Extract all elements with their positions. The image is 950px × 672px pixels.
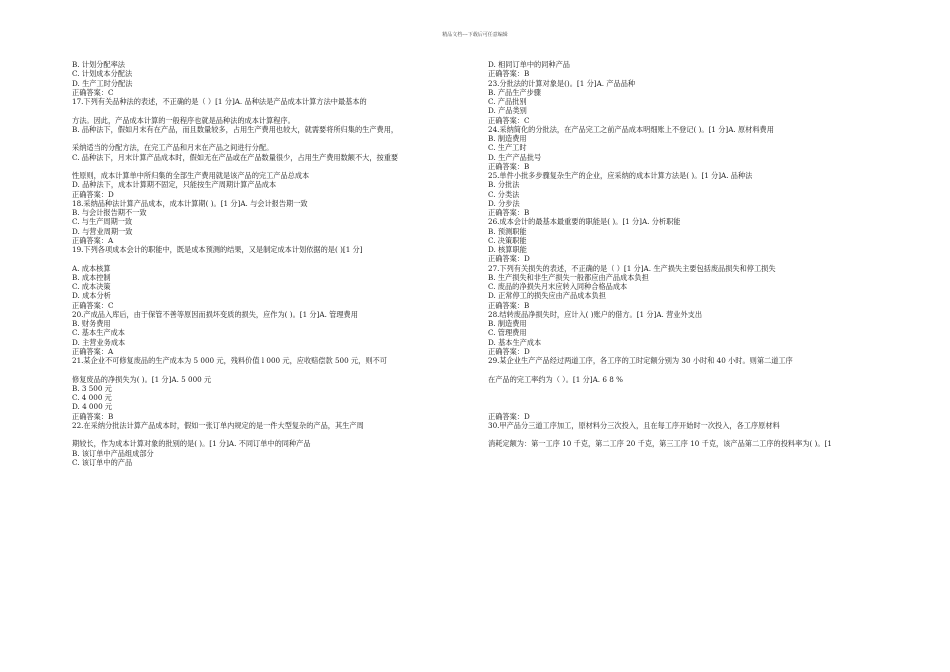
text-line: 正确答案：C bbox=[488, 115, 530, 125]
text-line bbox=[72, 365, 472, 374]
text-line: 19.下列各项成本会计的职能中，既是成本预测的结果，又是制定成本计划依据的是( )[1 分] bbox=[72, 245, 363, 254]
text-line: 正确答案：C bbox=[72, 87, 114, 97]
text-line: D. 正常停工的损失应由产品成本负担 bbox=[488, 291, 606, 301]
text-line: 采纳适当的分配方法，在完工产品和月末在产品之间进行分配。 bbox=[72, 143, 274, 153]
text-line: C. 管理费用 bbox=[488, 328, 527, 338]
text-line: 23.分批法的计算对象是()。[1 分]A. 产品品种 bbox=[488, 78, 636, 88]
text-line: D. 品种法下，成本计算期不固定，只能按生产周期计算产品成本 bbox=[72, 180, 277, 190]
text-line: B. 分批法 bbox=[488, 180, 520, 190]
text-line: D. 与营业周期一致 bbox=[72, 226, 133, 236]
text-line: 18.采纳品种法计算产品成本，成本计算期( )。[1 分]A. 与会计报告期一致 bbox=[72, 198, 308, 208]
text-line: B. 制造费用 bbox=[488, 134, 527, 143]
text-line: 性原则，成本计算单中所归集的全部生产费用就是该产品的完工产品总成本 bbox=[72, 171, 310, 180]
text-line bbox=[72, 430, 472, 439]
text-line: 17.下列有关品种法的表述，不正确的是（ ）[1 分]A. 品种法是产品成本计算方法中最基本的 bbox=[72, 97, 367, 106]
text-line: D. 生产工时分配法 bbox=[72, 78, 133, 88]
text-line: 正确答案：B bbox=[488, 161, 530, 171]
text-line: 22.在采纳分批法计算产品成本时，假如一张订单内规定的是一件大型复杂的产品，其生产周 bbox=[72, 420, 364, 430]
text-line: B. 财务费用 bbox=[72, 319, 111, 328]
text-line: 正确答案：B bbox=[488, 208, 530, 217]
text-line: D. 核算职能 bbox=[488, 245, 527, 254]
text-line bbox=[72, 106, 472, 115]
text-line: C. 产品批别 bbox=[488, 97, 527, 106]
text-line: B. 计划分配率法 bbox=[72, 60, 125, 69]
text-line: D. 主营业务成本 bbox=[72, 337, 126, 347]
text-line: A. 成本核算 bbox=[72, 263, 111, 273]
text-line: 29.某企业生产产品经过两道工序，各工序的工时定额分别为 30 小时和 40 小时。则第二道工序 bbox=[488, 356, 793, 365]
text-line: 20.产成品入库后，由于保管不善等原因而损坏变质的损失，应作为( )。[1 分]A. 管理费用 bbox=[72, 309, 358, 319]
right-column bbox=[488, 60, 888, 449]
text-line: C. 分类法 bbox=[488, 189, 520, 199]
left-column bbox=[72, 60, 472, 467]
text-line: 正确答案：A bbox=[72, 235, 114, 245]
text-line: C. 4 000 元 bbox=[72, 393, 112, 402]
text-line: 正确答案：B bbox=[488, 300, 530, 310]
page-header: 精品文档---下载后可任意编辑 bbox=[442, 32, 508, 38]
text-line: 30.甲产品分三道工序加工，原材料分三次投入，且在每工序开始时一次投入，各工序原材料 bbox=[488, 420, 780, 430]
text-line bbox=[488, 384, 888, 393]
text-line: 正确答案：D bbox=[72, 189, 114, 199]
text-line bbox=[72, 162, 472, 171]
text-line: B. 生产损失和非生产损失一般都应由产品成本负担 bbox=[488, 272, 649, 282]
text-line bbox=[488, 393, 888, 402]
text-line bbox=[488, 402, 888, 411]
text-line: 27.下列有关损失的表述，不正确的是（ ）[1 分]A. 生产损失主要包括废品损失和停工损失 bbox=[488, 263, 776, 273]
text-line: 正确答案：B bbox=[488, 69, 530, 79]
text-line: C. 生产工时 bbox=[488, 143, 527, 153]
text-line: C. 计划成本分配法 bbox=[72, 69, 133, 79]
text-line: D. 成本分析 bbox=[72, 291, 111, 301]
text-line: 期较长，作为成本计算对象的批别的是( )。[1 分]A. 不同订单中的同种产品 bbox=[72, 439, 311, 449]
text-line: C. 与生产周期一致 bbox=[72, 217, 133, 227]
text-line: 正确答案：B bbox=[72, 411, 114, 421]
text-line: 28.结转废品净损失时，应计入( )账户的借方。[1 分]A. 营业外支出 bbox=[488, 309, 703, 319]
text-line: 方法。因此，产品成本计算的一般程序也就是品种法的成本计算程序。 bbox=[72, 115, 295, 125]
text-line: 正确答案：D bbox=[488, 254, 530, 264]
text-line: B. 该订单中产品组成部分 bbox=[72, 448, 154, 458]
text-line: 正确答案：A bbox=[72, 346, 114, 356]
text-line: D. 产品类别 bbox=[488, 106, 527, 116]
text-line: B. 成本控制 bbox=[72, 272, 111, 282]
text-line bbox=[488, 430, 888, 439]
text-line: B. 制造费用 bbox=[488, 319, 527, 328]
text-line: D. 生产产品批号 bbox=[488, 152, 542, 162]
text-line: B. 与会计报告期不一致 bbox=[72, 208, 147, 217]
text-line bbox=[72, 254, 472, 263]
text-line: 正确答案：D bbox=[488, 346, 530, 356]
text-line: C. 该订单中的产品 bbox=[72, 457, 133, 467]
text-line: 在产品的完工率约为（ ）。[1 分]A. 6 8 % bbox=[488, 374, 623, 384]
text-line: 消耗定额为：第一工序 10 千克，第二工序 20 千克，第三工序 10 千克，该产品第二工序的投料率为( )。[1 bbox=[488, 439, 832, 449]
text-line bbox=[488, 365, 888, 374]
text-line: C. 基本生产成本 bbox=[72, 328, 125, 338]
text-line: B. 产品生产步骤 bbox=[488, 87, 541, 97]
text-line: C. 废品的净损失月末应转入同种合格品成本 bbox=[488, 282, 628, 291]
text-line: 24.采纳简化的分批法，在产品完工之前产品成本明细账上不登记( )。[1 分]A. 原材料费用 bbox=[488, 124, 774, 134]
text-line: B. 预测职能 bbox=[488, 226, 527, 236]
text-line: B. 品种法下，假如月末有在产品，而且数量较多，占用生产费用也较大，就需要将所归集的生产费用， bbox=[72, 124, 399, 134]
text-line: 21.某企业不可修复废品的生产成本为 5 000 元，残料价值 l 000 元，应收赔偿款 500 元，则不可 bbox=[72, 356, 387, 365]
text-line: C. 成本决策 bbox=[72, 282, 111, 291]
text-line bbox=[72, 134, 472, 143]
text-line: D. 4 000 元 bbox=[72, 402, 113, 412]
text-line: 正确答案：D bbox=[488, 411, 530, 421]
text-line: D. 分步法 bbox=[488, 198, 520, 208]
text-line: D. 相同订单中的同种产品 bbox=[488, 60, 570, 69]
text-line: 正确答案：C bbox=[72, 300, 114, 310]
text-line: D. 基本生产成本 bbox=[488, 337, 542, 347]
text-line: 修复废品的净损失为( )。[1 分]A. 5 000 元 bbox=[72, 374, 212, 384]
text-line: C. 决策职能 bbox=[488, 235, 527, 245]
text-line: B. 3 500 元 bbox=[72, 383, 112, 393]
text-line: 25.单件小批多步骤复杂生产的企业，应采纳的成本计算方法是( )。[1 分]A. 品种法 bbox=[488, 171, 753, 180]
text-line: C. 品种法下，月末计算产品成本时，假如无在产品或在产品数量很少，占用生产费用数额不大，按重要 bbox=[72, 152, 399, 162]
text-line: 26.成本会计的最基本最重要的职能是( )。[1 分]A. 分析职能 bbox=[488, 217, 681, 227]
